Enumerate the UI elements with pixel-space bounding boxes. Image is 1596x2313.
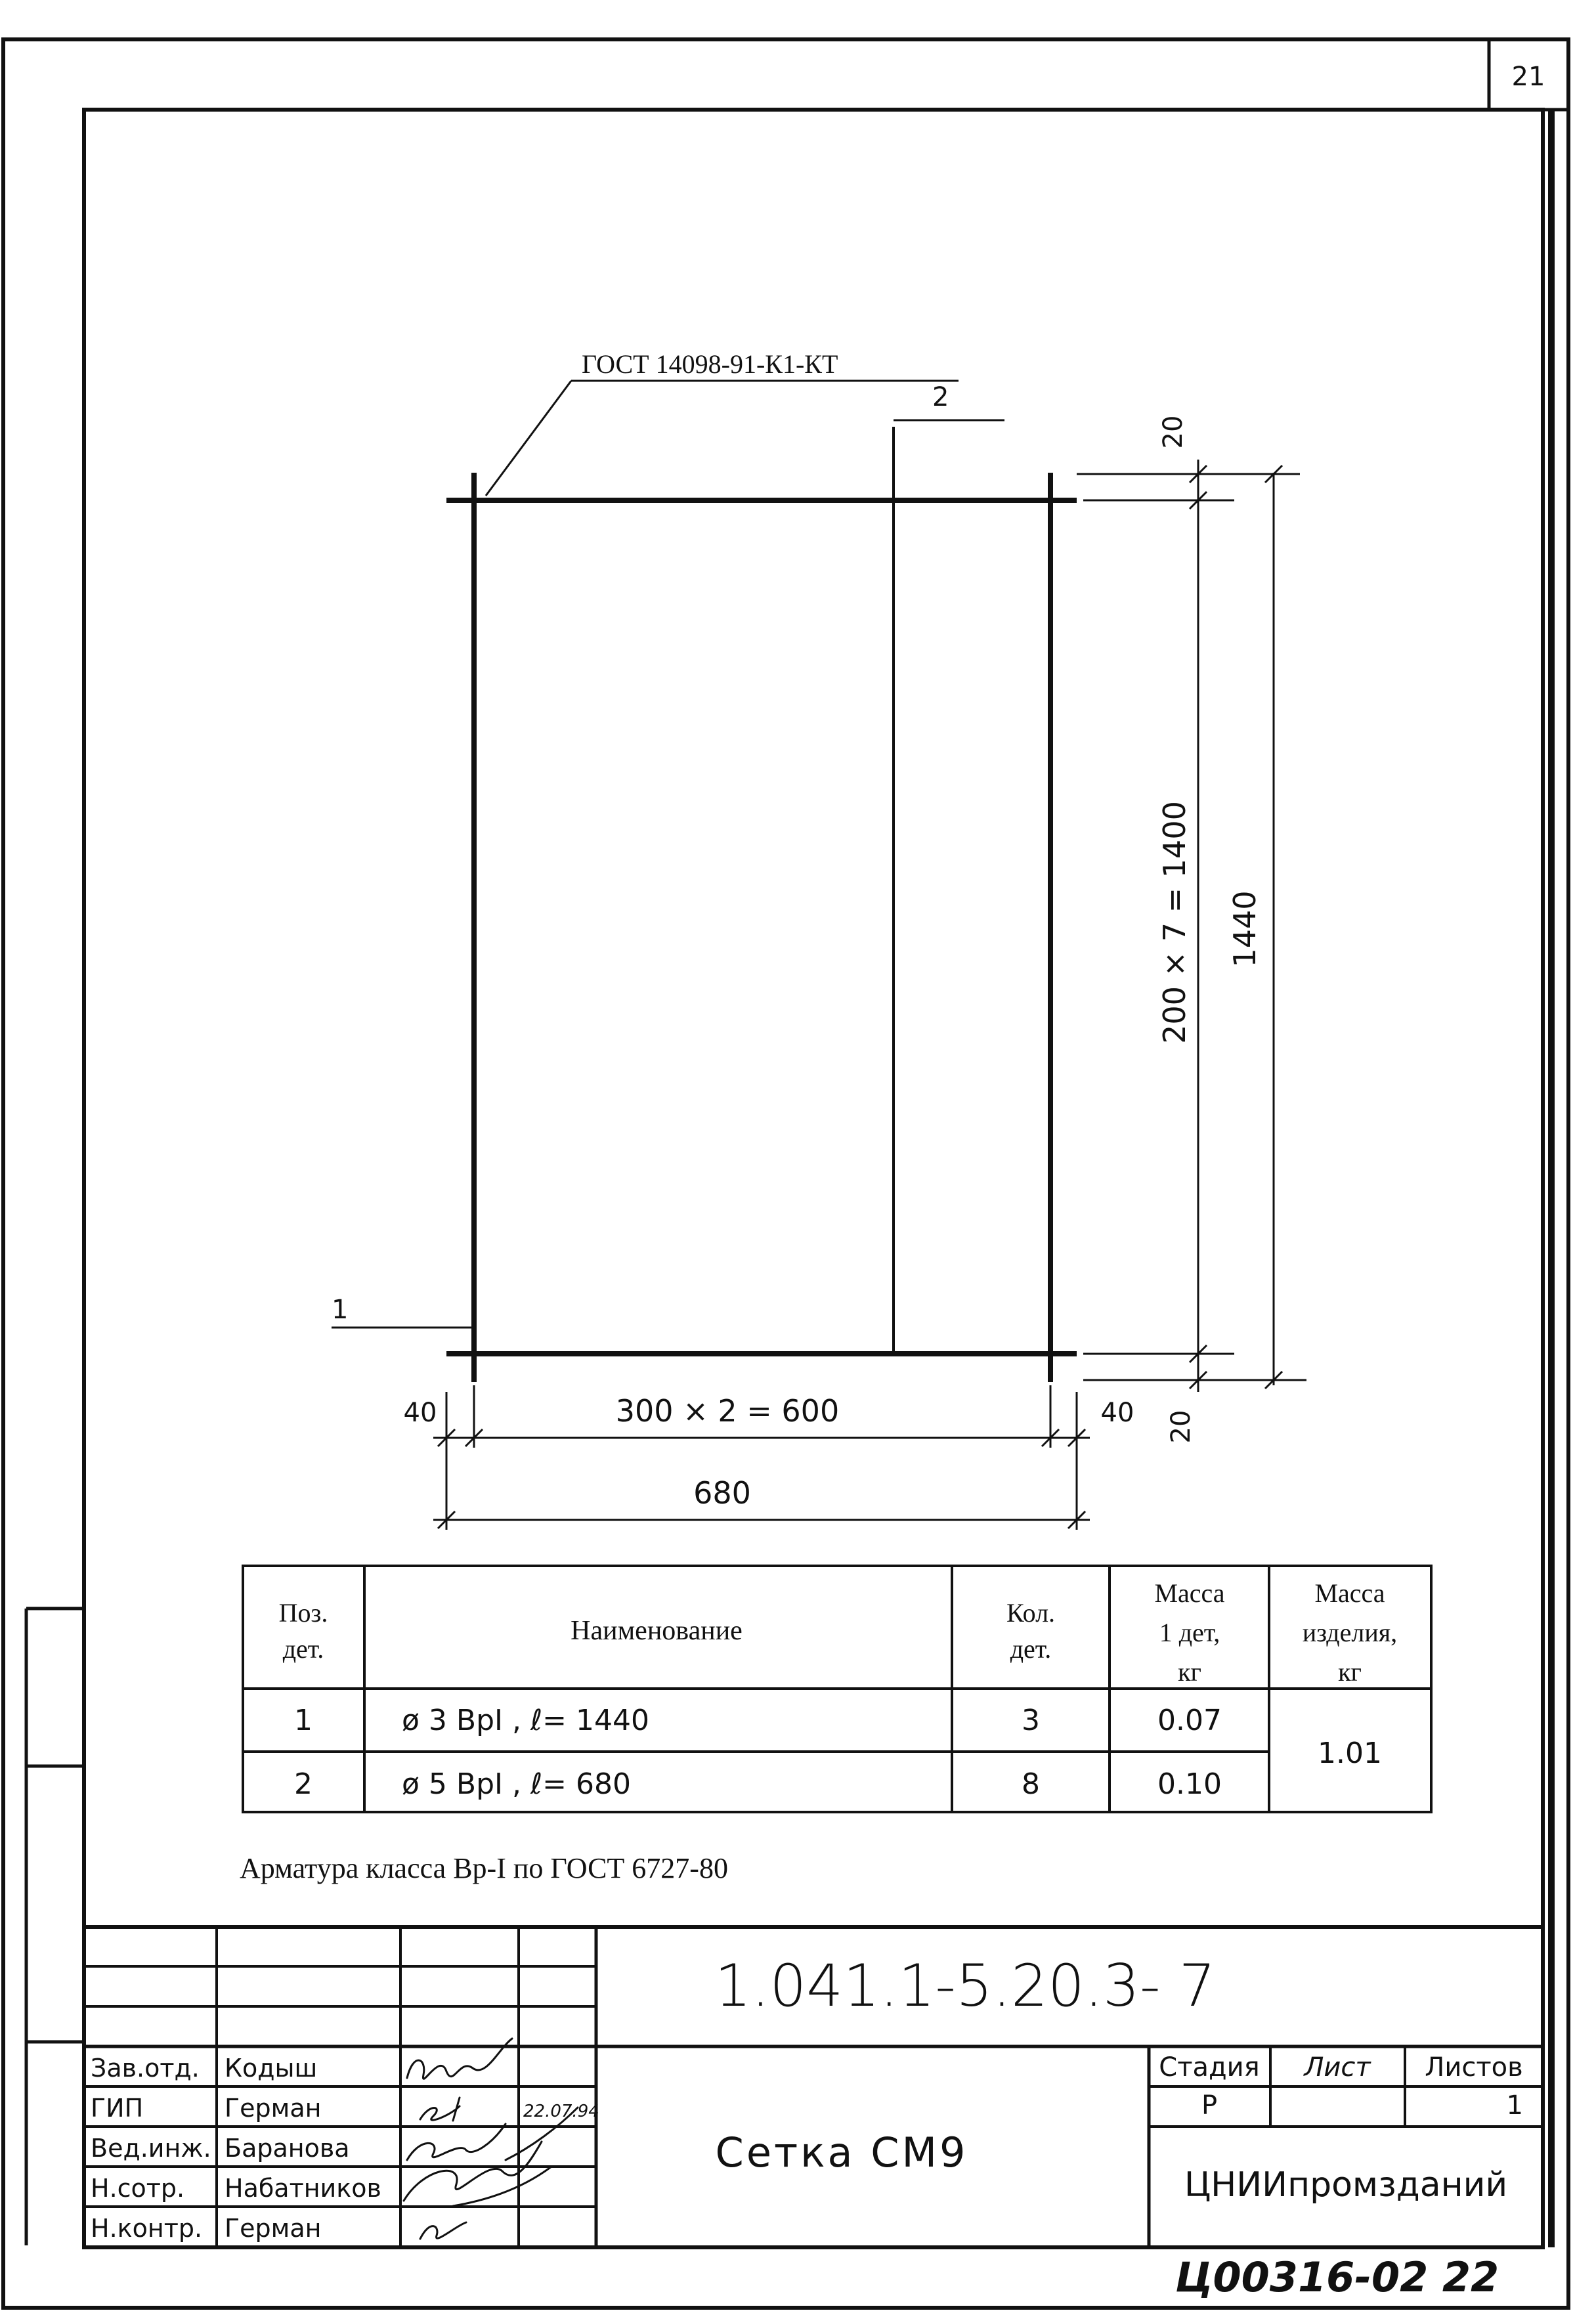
header-mass-one-2: 1 дет, [1159,1618,1220,1647]
name-1: Кодыш [225,2054,318,2083]
approval-date: 22.07.94 [523,2102,599,2121]
stage-value: Р [1201,2090,1218,2121]
position-label-1: 1 [332,1295,349,1325]
dim-vertical-total: 1440 [1227,890,1262,968]
header-mass-total-3: кг [1338,1657,1362,1687]
dim-horizontal-chain: 300 × 2 = 600 [615,1393,840,1429]
name-2: Герман [225,2094,322,2123]
role-3: Вед.инж. [91,2134,211,2163]
sheets-header: Листов [1425,2052,1523,2083]
header-pos-1: Поз. [278,1598,328,1628]
row2-mass: 0.10 [1157,1767,1222,1801]
dim-left-40: 40 [403,1398,437,1428]
organization: ЦНИИпромзданий [1184,2165,1508,2205]
row2-pos: 2 [294,1767,313,1801]
archive-stamp: Ц00316-02 22 [1175,2253,1499,2301]
signatures [404,2039,578,2239]
row1-mass: 0.07 [1157,1704,1222,1737]
sheets-value: 1 [1506,2090,1523,2121]
row2-qty: 8 [1022,1767,1040,1801]
reinforcement-note: Арматура класса Вр-I по ГОСТ 6727-80 [240,1852,728,1884]
item-title: Сетка СМ9 [715,2129,968,2176]
dim-vertical-chain: 200 × 7 = 1400 [1157,801,1192,1044]
name-5: Герман [225,2214,322,2243]
role-1: Зав.отд. [91,2054,200,2083]
role-2: ГИП [91,2094,144,2123]
sheet-number: 21 [1511,62,1545,92]
total-mass: 1.01 [1318,1737,1382,1770]
sheet-header: Лист [1304,2052,1371,2083]
header-pos-2: дет. [282,1634,324,1664]
header-mass-total-1: Масса [1314,1578,1385,1608]
name-3: Баранова [225,2134,350,2163]
dim-bottom-20: 20 [1166,1410,1196,1444]
row1-qty: 3 [1022,1704,1040,1737]
name-4: Набатников [225,2174,381,2203]
row1-name: ø 3 BpI , ℓ= 1440 [402,1704,649,1737]
mesh-drawing [446,427,1077,1382]
header-qty-1: Кол. [1006,1598,1056,1628]
row1-pos: 1 [294,1704,313,1737]
role-4: Н.сотр. [91,2174,185,2203]
header-mass-one-3: кг [1178,1657,1201,1687]
position-label-2: 2 [932,382,949,412]
dim-top-20: 20 [1158,415,1188,449]
dim-right-40: 40 [1100,1398,1134,1428]
row2-name: ø 5 BpI , ℓ= 680 [402,1767,631,1801]
gost-callout [486,381,959,496]
header-mass-one-1: Масса [1154,1578,1225,1608]
dim-horizontal-total: 680 [693,1475,751,1511]
document-code: 1.041.1-5.20.3- 7 [714,1952,1216,2020]
header-name: Наименование [571,1616,743,1646]
role-5: Н.контр. [91,2214,203,2243]
gost-callout-text: ГОСТ 14098-91-К1-КТ [582,349,838,379]
header-mass-total-2: изделия, [1302,1618,1398,1647]
header-qty-2: дет. [1010,1634,1052,1664]
stage-header: Стадия [1159,2052,1260,2083]
